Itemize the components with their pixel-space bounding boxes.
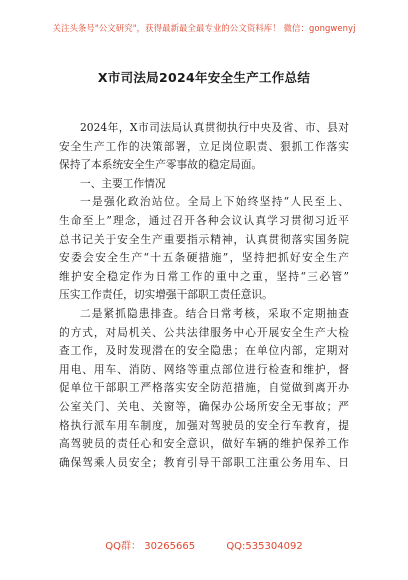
paragraph: [59, 193, 349, 305]
paragraph: [59, 305, 349, 472]
paragraph: [59, 119, 349, 175]
text-line: 生命至上”理念，通过召开各种会议认真学习贯彻习近平: [59, 213, 349, 227]
text-line: 促单位干部职工严格落实安全防范措施，自觉做到离开办: [59, 381, 349, 395]
document-body: [59, 119, 349, 472]
footer-qq-contact: QQ:535304092: [226, 541, 303, 552]
text-line: 查工作，及时发现潜在的安全隐患；在单位内部，定期对: [59, 344, 349, 358]
text-line: 确保驾乘人员安全；教育引导干部职工注重公务用车、日: [59, 455, 349, 469]
text-line: 压实工作责任，切实增强干部职工责任意识。: [59, 288, 273, 302]
text-line: 高驾驶员的责任心和安全意识，做好车辆的维护保养工作: [59, 437, 349, 451]
text-line: 安全生产工作的决策部署，立足岗位职责、狠抓工作落实: [59, 139, 349, 153]
text-line: 二是紧抓隐患排查。结合日常考核，采取不定期抽查: [80, 306, 349, 320]
text-line: 用电、用车、消防、网络等重点部位进行检查和维护，督: [59, 362, 349, 376]
text-line: 2024年，X市司法局认真贯彻执行中央及省、市、县对: [80, 121, 349, 134]
text-line: 维护安全稳定作为日常工作的重中之重，坚持“三必管”: [59, 269, 349, 283]
text-line: 安委会安全生产“十五条硬措施”，坚持把抓好安全生产: [59, 251, 349, 265]
paragraph: [59, 175, 349, 194]
text-line: 的方式，对局机关、公共法律服务中心开展安全生产大检: [59, 325, 349, 339]
text-line: 总书记关于安全生产重要指示精神，认真贯彻落实国务院: [59, 232, 349, 246]
text-line: 一是强化政治站位。全局上下始终坚持“人民至上、: [80, 195, 349, 209]
footer: [0, 537, 408, 552]
document-title: X市司法局2024年安全生产工作总结: [97, 70, 311, 85]
text-line: 一、主要工作情况: [80, 176, 166, 190]
top-banner: 关注头条号"公文研究"，获得最新最全最专业的公文资料库！ 微信：gongwenyj: [52, 23, 356, 33]
text-line: 格执行派车用车制度，加强对驾驶员的安全行车教育，提: [59, 418, 349, 432]
text-line: 保持了本系统安全生产零事故的稳定局面。: [59, 158, 263, 172]
text-line: 公室关门、关电、关窗等，确保办公场所安全无事故；严: [59, 399, 349, 413]
footer-qq-group: QQ群： 30265665: [105, 541, 196, 552]
